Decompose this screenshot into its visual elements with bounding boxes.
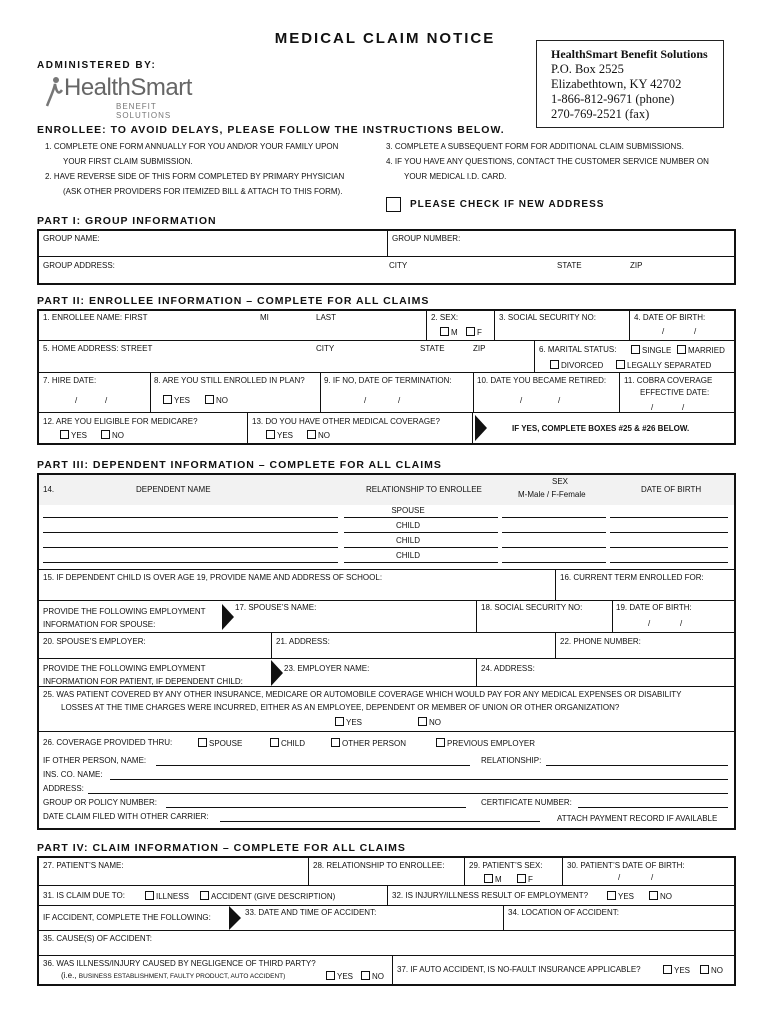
patient-sex-male-checkbox[interactable]: M bbox=[484, 874, 502, 884]
group-policy-line[interactable] bbox=[166, 807, 466, 808]
instruction-2-cont: (ASK OTHER PROVIDERS FOR ITEMIZED BILL & ATTACH TO THIS FORM). bbox=[63, 187, 343, 196]
marital-status-label: 6. MARITAL STATUS: bbox=[539, 345, 617, 354]
other-relationship-label: RELATIONSHIP: bbox=[481, 756, 542, 765]
certificate-line[interactable] bbox=[578, 807, 728, 808]
patient-employment-label-cont: INFORMATION FOR PATIENT, IF DEPENDENT CHILD: bbox=[43, 677, 243, 686]
new-address-label: PLEASE CHECK IF NEW ADDRESS bbox=[410, 199, 605, 210]
employment-injury-no-checkbox[interactable]: NO bbox=[649, 891, 672, 901]
patient-employer-address-field[interactable]: 24. ADDRESS: bbox=[481, 664, 535, 673]
single-checkbox[interactable]: SINGLE bbox=[631, 345, 671, 355]
other-coverage-yes-checkbox[interactable]: YES bbox=[266, 430, 293, 440]
coverage-previous-employer-checkbox[interactable]: PREVIOUS EMPLOYER bbox=[436, 738, 535, 748]
still-enrolled-label: 8. ARE YOU STILL ENROLLED IN PLAN? bbox=[154, 376, 305, 385]
ins-co-name-label: INS. CO. NAME: bbox=[43, 770, 103, 779]
dob-slash-1: / bbox=[662, 327, 665, 336]
cobra-slash-1: / bbox=[651, 403, 654, 412]
home-zip-field[interactable]: ZIP bbox=[473, 344, 486, 353]
enrollee-last-name-field[interactable]: LAST bbox=[316, 313, 337, 322]
dependent-name-header: DEPENDENT NAME bbox=[136, 485, 211, 494]
sex-male-checkbox[interactable]: M bbox=[440, 327, 458, 337]
relationship-header: RELATIONSHIP TO ENROLLEE bbox=[366, 485, 482, 494]
negligence-no-checkbox[interactable]: NO bbox=[361, 971, 384, 981]
termination-slash-2: / bbox=[398, 396, 401, 405]
date-filed-line[interactable] bbox=[220, 821, 540, 822]
spouse-name-field[interactable]: 17. SPOUSE’S NAME: bbox=[235, 603, 317, 612]
home-street-field[interactable]: 5. HOME ADDRESS: STREET bbox=[43, 344, 153, 353]
no-fault-question: 37. IF AUTO ACCIDENT, IS NO-FAULT INSURANCE APPLICABLE? bbox=[397, 965, 641, 974]
certificate-label: CERTIFICATE NUMBER: bbox=[481, 798, 572, 807]
patient-dob-slash-1: / bbox=[618, 873, 621, 882]
healthsmart-logo bbox=[44, 74, 214, 120]
other-coverage-no-checkbox[interactable]: NO bbox=[307, 430, 330, 440]
dependent-rel-child-2: CHILD bbox=[395, 536, 420, 545]
cobra-effective-label: EFFECTIVE DATE: bbox=[640, 388, 710, 397]
spouse-employment-label: PROVIDE THE FOLLOWING EMPLOYMENT bbox=[43, 607, 206, 616]
group-policy-label: GROUP OR POLICY NUMBER: bbox=[43, 798, 157, 807]
employment-injury-yes-checkbox[interactable]: YES bbox=[607, 891, 634, 901]
group-city-field[interactable]: CITY bbox=[389, 261, 408, 270]
if-accident-label: IF ACCIDENT, COMPLETE THE FOLLOWING: bbox=[43, 913, 211, 922]
ssn-field[interactable]: 3. SOCIAL SECURITY NO: bbox=[499, 313, 596, 322]
group-number-field[interactable]: GROUP NUMBER: bbox=[392, 234, 461, 243]
fax-number: 270-769-2521 (fax) bbox=[551, 107, 650, 121]
patient-dob-field[interactable]: 30. PATIENT’S DATE OF BIRTH: bbox=[567, 861, 685, 870]
spouse-dob-field[interactable]: 19. DATE OF BIRTH: bbox=[616, 603, 692, 612]
negligence-question: 36. WAS ILLNESS/INJURY CAUSED BY NEGLIGENCE OF THIRD PARTY? bbox=[43, 959, 316, 968]
spouse-ssn-field[interactable]: 18. SOCIAL SECURITY NO: bbox=[481, 603, 583, 612]
home-city-field[interactable]: CITY bbox=[316, 344, 335, 353]
other-person-name-label: IF OTHER PERSON, NAME: bbox=[43, 756, 147, 765]
accident-causes-field[interactable]: 35. CAUSE(S) OF ACCIDENT: bbox=[43, 934, 152, 943]
medicare-label: 12. ARE YOU ELIGIBLE FOR MEDICARE? bbox=[43, 417, 198, 426]
address-line1: P.O. Box 2525 bbox=[551, 62, 624, 76]
spouse-employer-address-field[interactable]: 21. ADDRESS: bbox=[276, 637, 330, 646]
new-address-checkbox[interactable] bbox=[386, 197, 401, 212]
school-field[interactable]: 15. IF DEPENDENT CHILD IS OVER AGE 19, PROVIDE NAME AND ADDRESS OF SCHOOL: bbox=[43, 573, 383, 582]
dob-field[interactable]: 4. DATE OF BIRTH: bbox=[634, 313, 706, 322]
negligence-examples: (i.e., BUSINESS ESTABLISHMENT, FAULTY PRODUCT, AUTO ACCIDENT) bbox=[61, 971, 286, 980]
instruction-4-cont: YOUR MEDICAL I.D. CARD. bbox=[404, 172, 507, 181]
still-enrolled-no-checkbox[interactable]: NO bbox=[205, 395, 228, 405]
sex-female-checkbox[interactable]: F bbox=[466, 327, 482, 337]
other-insurance-question: 25. WAS PATIENT COVERED BY ANY OTHER INSURANCE, MEDICARE OR AUTOMOBILE COVERAGE WHICH WOULD PAY FOR ANY MEDICAL EXPENSES OR DISABILITY bbox=[43, 690, 682, 699]
company-name: HealthSmart Benefit Solutions bbox=[551, 47, 708, 61]
hire-date-field[interactable]: 7. HIRE DATE: bbox=[43, 376, 97, 385]
form-title: MEDICAL CLAIM NOTICE bbox=[274, 30, 496, 47]
group-state-field[interactable]: STATE bbox=[557, 261, 582, 270]
no-fault-yes-checkbox[interactable]: YES bbox=[663, 965, 690, 975]
phone-number: 1-866-812-9671 (phone) bbox=[551, 92, 675, 106]
medicare-no-checkbox[interactable]: NO bbox=[101, 430, 124, 440]
ins-co-name-line[interactable] bbox=[110, 779, 728, 780]
instruction-3: 3. COMPLETE A SUBSEQUENT FORM FOR ADDITIONAL CLAIM SUBMISSIONS. bbox=[386, 142, 684, 151]
sex-legend: M-Male / F-Female bbox=[518, 490, 586, 499]
spouse-employer-field[interactable]: 20. SPOUSE’S EMPLOYER: bbox=[43, 637, 146, 646]
patient-dob-slash-2: / bbox=[651, 873, 654, 882]
instruction-4: 4. IF YOU HAVE ANY QUESTIONS, CONTACT THE CUSTOMER SERVICE NUMBER ON bbox=[386, 157, 709, 166]
accident-checkbox[interactable]: ACCIDENT (GIVE DESCRIPTION) bbox=[200, 891, 335, 901]
dependent-rel-spouse: SPOUSE bbox=[391, 506, 425, 515]
instruction-2: 2. HAVE REVERSE SIDE OF THIS FORM COMPLETED BY PRIMARY PHYSICIAN bbox=[45, 172, 345, 181]
date-filed-label: DATE CLAIM FILED WITH OTHER CARRIER: bbox=[43, 812, 209, 821]
spouse-dob-slash-1: / bbox=[648, 619, 651, 628]
other-insurance-no-checkbox[interactable]: NO bbox=[418, 717, 441, 727]
home-state-field[interactable]: STATE bbox=[420, 344, 445, 353]
retired-slash-2: / bbox=[558, 396, 561, 405]
enrollee-first-name-field[interactable]: 1. ENROLLEE NAME: FIRST bbox=[43, 313, 148, 322]
claims-address-box bbox=[536, 40, 724, 128]
patient-name-field[interactable]: 27. PATIENT’S NAME: bbox=[43, 861, 124, 870]
coverage-spouse-checkbox[interactable]: SPOUSE bbox=[198, 738, 242, 748]
retired-slash-1: / bbox=[520, 396, 523, 405]
instruction-1-cont: YOUR FIRST CLAIM SUBMISSION. bbox=[63, 157, 193, 166]
dependent-rel-child-1: CHILD bbox=[395, 521, 420, 530]
patient-relationship-field[interactable]: 28. RELATIONSHIP TO ENROLLEE: bbox=[313, 861, 445, 870]
part1-heading: PART I: GROUP INFORMATION bbox=[37, 215, 217, 227]
spouse-dob-slash-2: / bbox=[680, 619, 683, 628]
ins-address-label: ADDRESS: bbox=[43, 784, 84, 793]
legally-separated-checkbox[interactable]: LEGALLY SEPARATED bbox=[616, 360, 711, 370]
dob-slash-2: / bbox=[694, 327, 697, 336]
attach-payment-note: ATTACH PAYMENT RECORD IF AVAILABLE bbox=[557, 814, 718, 823]
hire-date-slash-2: / bbox=[105, 396, 108, 405]
address-line2: Elizabethtown, KY 42702 bbox=[551, 77, 682, 91]
other-insurance-yes-checkbox[interactable]: YES bbox=[335, 717, 362, 727]
if-yes-note: IF YES, COMPLETE BOXES #25 & #26 BELOW. bbox=[512, 424, 690, 433]
other-coverage-label: 13. DO YOU HAVE OTHER MEDICAL COVERAGE? bbox=[252, 417, 440, 426]
termination-date-field[interactable]: 9. IF NO, DATE OF TERMINATION: bbox=[324, 376, 452, 385]
enrollee-mi-field[interactable]: MI bbox=[260, 313, 269, 322]
current-term-field[interactable]: 16. CURRENT TERM ENROLLED FOR: bbox=[560, 573, 704, 582]
group-address-field[interactable]: GROUP ADDRESS: bbox=[43, 261, 115, 270]
employment-injury-label: 32. IS INJURY/ILLNESS RESULT OF EMPLOYMENT? bbox=[392, 891, 589, 900]
group-name-field[interactable]: GROUP NAME: bbox=[43, 234, 100, 243]
instructions-heading: ENROLLEE: TO AVOID DELAYS, PLEASE FOLLOW THE INSTRUCTIONS BELOW. bbox=[37, 124, 505, 136]
divorced-checkbox[interactable]: DIVORCED bbox=[550, 360, 603, 370]
instruction-1: 1. COMPLETE ONE FORM ANNUALLY FOR YOU AND/OR YOUR FAMILY UPON bbox=[45, 142, 339, 151]
part4-heading: PART IV: CLAIM INFORMATION – COMPLETE FOR ALL CLAIMS bbox=[37, 842, 406, 854]
hire-date-slash-1: / bbox=[75, 396, 78, 405]
ins-address-line[interactable] bbox=[88, 793, 728, 794]
sex-label: 2. SEX: bbox=[431, 313, 459, 322]
group-zip-field[interactable]: ZIP bbox=[630, 261, 643, 270]
medicare-yes-checkbox[interactable]: YES bbox=[60, 430, 87, 440]
spouse-employment-label-cont: INFORMATION FOR SPOUSE: bbox=[43, 620, 156, 629]
logo-wordmark: HealthSmart bbox=[64, 74, 192, 101]
patient-sex-female-checkbox[interactable]: F bbox=[517, 874, 533, 884]
accident-date-time-field[interactable]: 33. DATE AND TIME OF ACCIDENT: bbox=[245, 908, 377, 917]
coverage-child-checkbox[interactable]: CHILD bbox=[270, 738, 305, 748]
part2-heading: PART II: ENROLLEE INFORMATION – COMPLETE FOR ALL CLAIMS bbox=[37, 295, 430, 307]
patient-sex-label: 29. PATIENT’S SEX: bbox=[469, 861, 543, 870]
dependent-rel-child-3: CHILD bbox=[395, 551, 420, 560]
spouse-phone-field[interactable]: 22. PHONE NUMBER: bbox=[560, 637, 641, 646]
other-insurance-question-cont: LOSSES AT THE TIME CHARGES WERE INCURRED, EITHER AS AN EMPLOYEE, DEPENDENT OR MEMBER OF UNION OR OTHER ORGANIZATION? bbox=[61, 703, 620, 712]
other-relationship-line[interactable] bbox=[546, 765, 728, 766]
patient-employer-name-field[interactable]: 23. EMPLOYER NAME: bbox=[284, 664, 370, 673]
cobra-date-field[interactable]: 11. COBRA COVERAGE bbox=[624, 376, 713, 385]
accident-location-field[interactable]: 34. LOCATION OF ACCIDENT: bbox=[508, 908, 619, 917]
no-fault-no-checkbox[interactable]: NO bbox=[700, 965, 723, 975]
still-enrolled-yes-checkbox[interactable]: YES bbox=[163, 395, 190, 405]
illness-checkbox[interactable]: ILLNESS bbox=[145, 891, 189, 901]
claim-due-to-label: 31. IS CLAIM DUE TO: bbox=[43, 891, 125, 900]
termination-slash-1: / bbox=[364, 396, 367, 405]
logo-subtitle: BENEFIT SOLUTIONS bbox=[116, 102, 172, 120]
coverage-other-person-checkbox[interactable]: OTHER PERSON bbox=[331, 738, 406, 748]
negligence-yes-checkbox[interactable]: YES bbox=[326, 971, 353, 981]
logo-figure-icon bbox=[44, 76, 64, 110]
married-checkbox[interactable]: MARRIED bbox=[677, 345, 725, 355]
coverage-thru-label: 26. COVERAGE PROVIDED THRU: bbox=[43, 738, 173, 747]
patient-employment-label: PROVIDE THE FOLLOWING EMPLOYMENT bbox=[43, 664, 206, 673]
other-person-name-line[interactable] bbox=[156, 765, 470, 766]
part3-heading: PART III: DEPENDENT INFORMATION – COMPLETE FOR ALL CLAIMS bbox=[37, 459, 442, 471]
sex-header: SEX bbox=[552, 477, 569, 486]
retired-date-field[interactable]: 10. DATE YOU BECAME RETIRED: bbox=[477, 376, 607, 385]
dob-header: DATE OF BIRTH bbox=[641, 485, 702, 494]
cobra-slash-2: / bbox=[682, 403, 685, 412]
dependent-row-number: 14. bbox=[43, 485, 55, 494]
administered-by-label: ADMINISTERED BY: bbox=[37, 60, 157, 71]
